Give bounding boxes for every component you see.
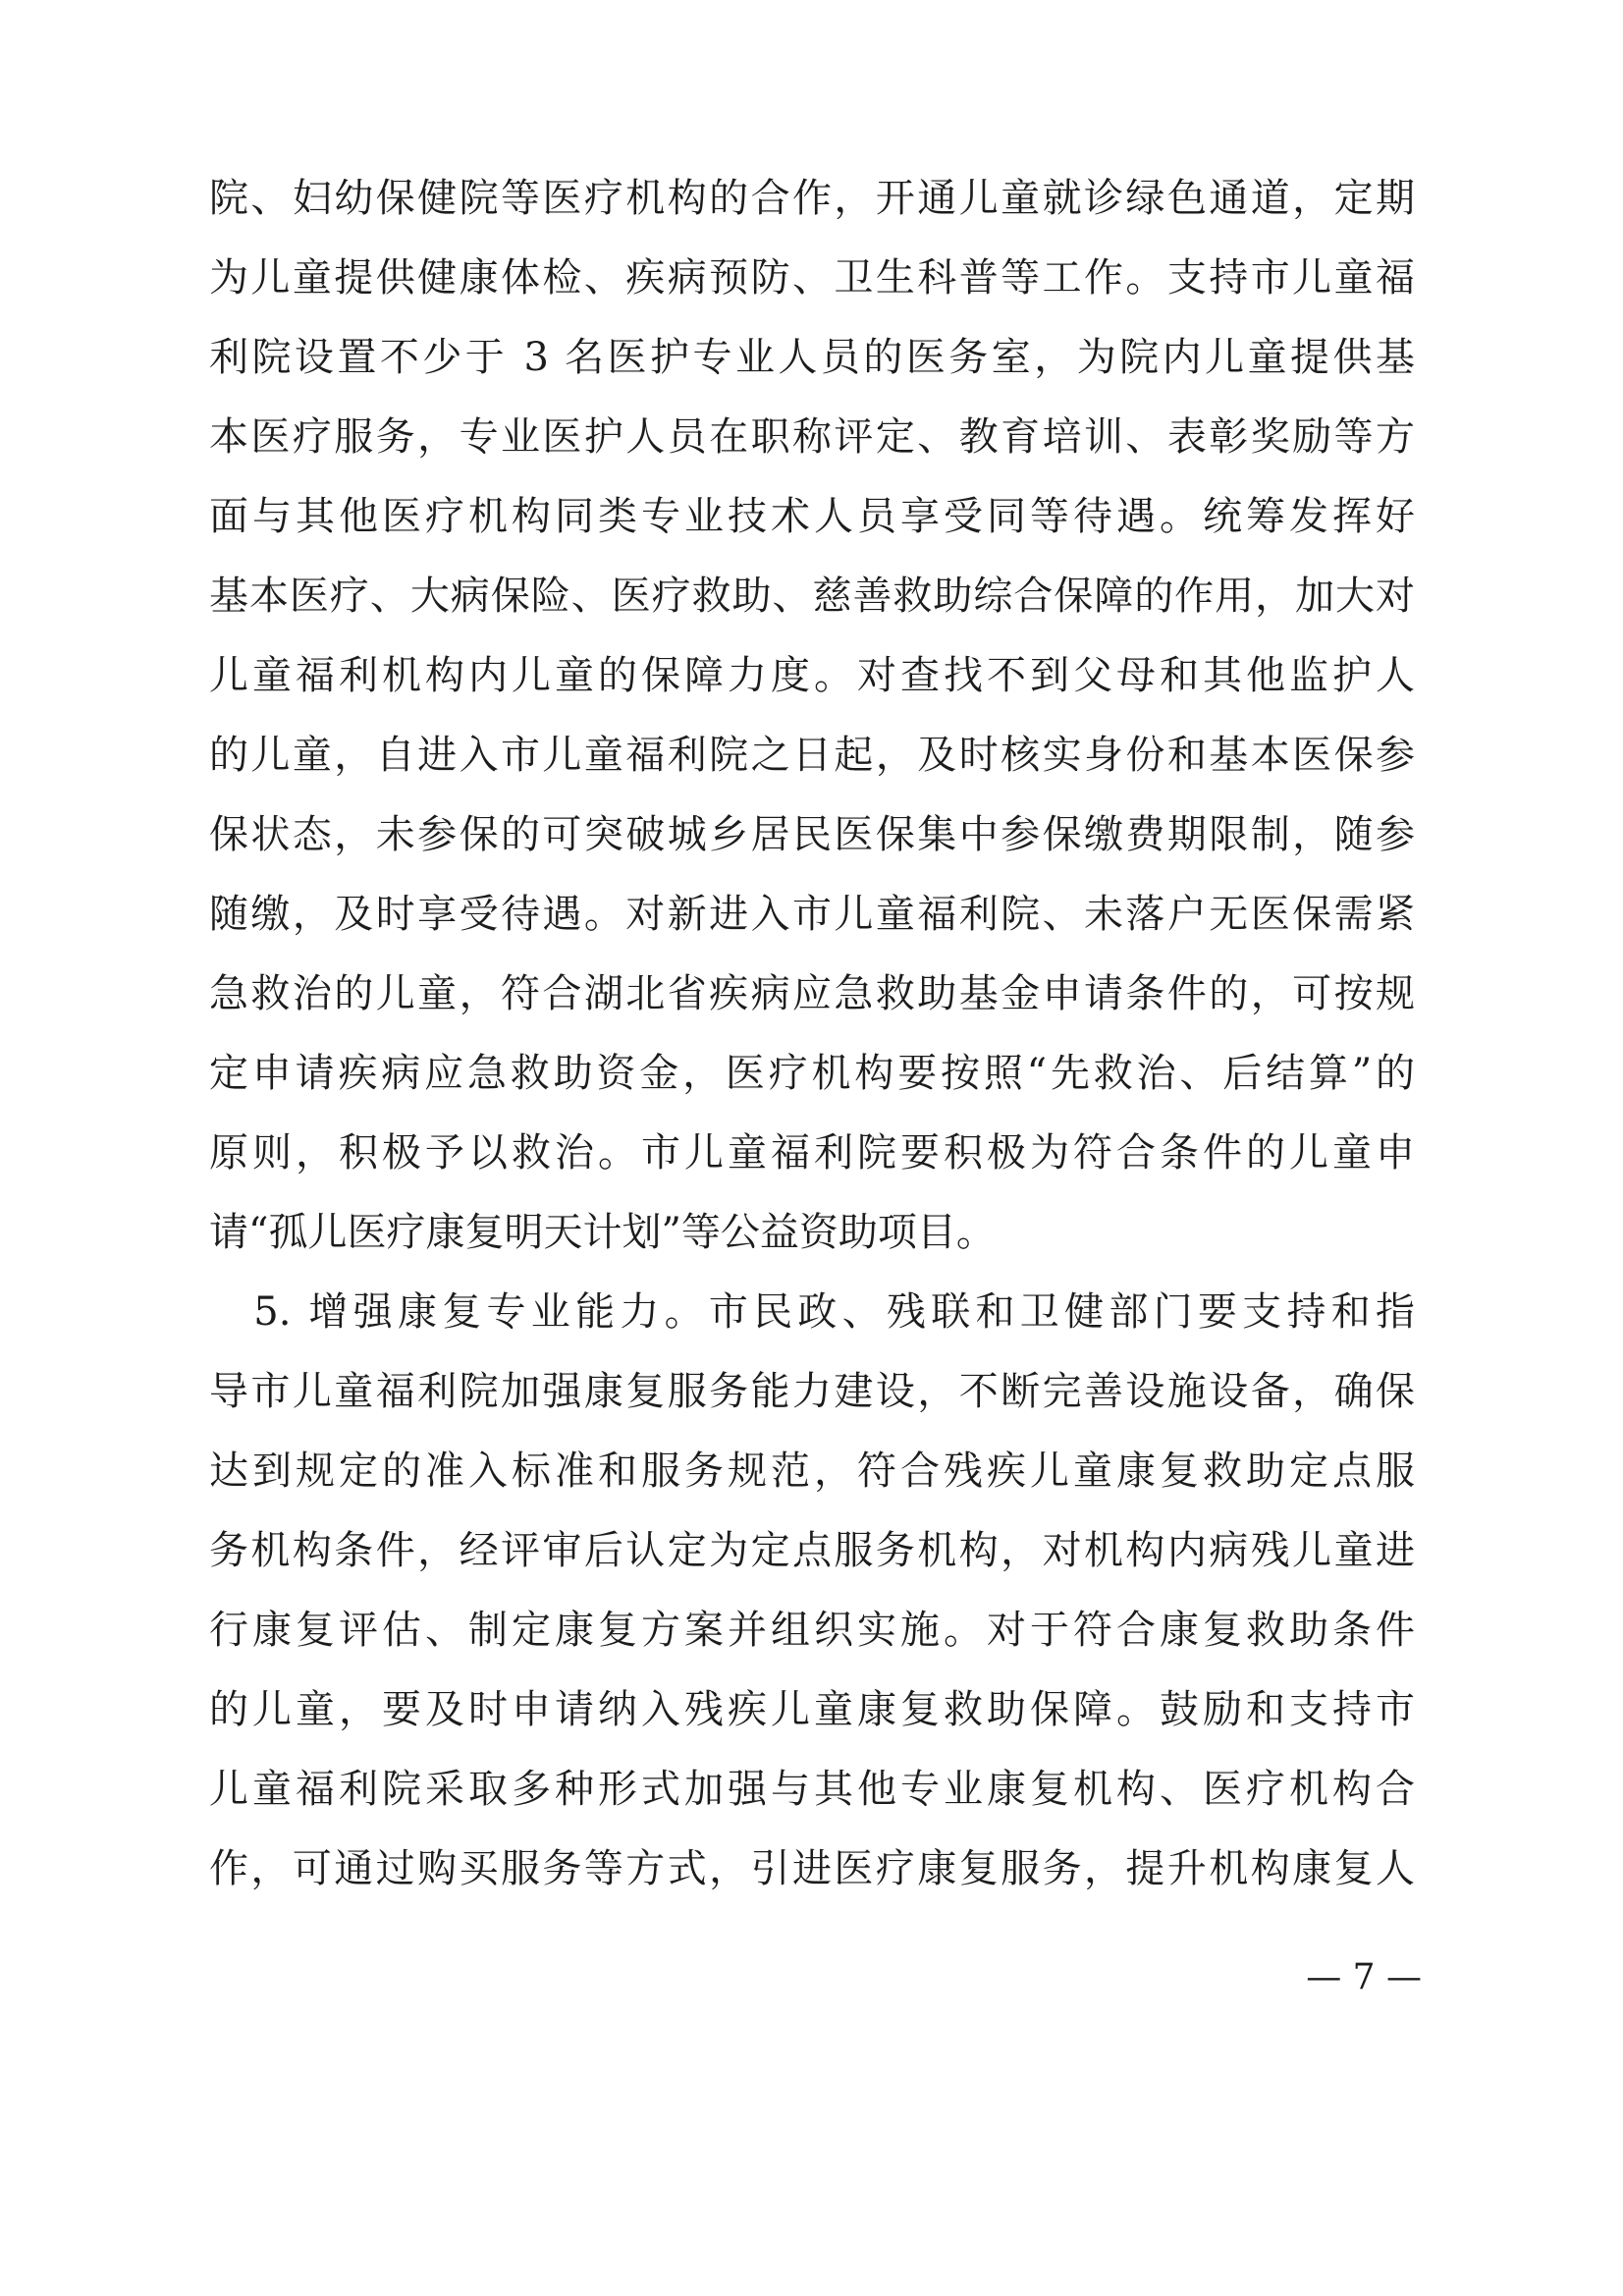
text-line: 务机构条件，经评审后认定为定点服务机构，对机构内病残儿童进 bbox=[209, 1528, 1415, 1573]
text-line: 本医疗服务，专业医护人员在职称评定、教育培训、表彰奖励等方 bbox=[209, 414, 1415, 460]
text-line: 面与其他医疗机构同类专业技术人员享受同等待遇。统筹发挥好 bbox=[209, 494, 1415, 539]
text-line: 保状态，未参保的可突破城乡居民医保集中参保缴费期限制，随参 bbox=[209, 812, 1415, 857]
text-line: 为儿童提供健康体检、疾病预防、卫生科普等工作。支持市儿童福 bbox=[209, 255, 1415, 301]
text-line: 儿童福利院采取多种形式加强与其他专业康复机构、医疗机构合 bbox=[209, 1767, 1415, 1812]
text-line: 急救治的儿童，符合湖北省疾病应急救助基金申请条件的，可按规 bbox=[209, 971, 1415, 1016]
text-line: 院、妇幼保健院等医疗机构的合作，开通儿童就诊绿色通道，定期 bbox=[209, 176, 1415, 221]
text-line: 请“孤儿医疗康复明天计划”等公益资助项目。 bbox=[209, 1210, 996, 1255]
page-number: — 7 — bbox=[1306, 1957, 1422, 1997]
text-line: 原则，积极予以救治。市儿童福利院要积极为符合条件的儿童申 bbox=[209, 1130, 1415, 1175]
text-line: 基本医疗、大病保险、医疗救助、慈善救助综合保障的作用，加大对 bbox=[209, 574, 1415, 619]
text-line: 行康复评估、制定康复方案并组织实施。对于符合康复救助条件 bbox=[209, 1608, 1415, 1653]
text-line: 达到规定的准入标准和服务规范，符合残疾儿童康复救助定点服 bbox=[209, 1449, 1415, 1494]
text-line: 随缴，及时享受待遇。对新进入市儿童福利院、未落户无医保需紧 bbox=[209, 892, 1415, 937]
text-line: 作，可通过购买服务等方式，引进医疗康复服务，提升机构康复人 bbox=[209, 1846, 1415, 1891]
text-line: 的儿童，自进入市儿童福利院之日起，及时核实身份和基本医保参 bbox=[209, 733, 1415, 778]
paragraph-heading-line: 5. 增强康复专业能力。市民政、残联和卫健部门要支持和指 bbox=[209, 1289, 1415, 1335]
text-line: 利院设置不少于 3 名医护专业人员的医务室，为院内儿童提供基 bbox=[209, 335, 1415, 380]
text-line: 定申请疾病应急救助资金，医疗机构要按照“先救治、后结算”的 bbox=[209, 1051, 1415, 1096]
text-line: 的儿童，要及时申请纳入残疾儿童康复救助保障。鼓励和支持市 bbox=[209, 1687, 1415, 1732]
text-line: 儿童福利机构内儿童的保障力度。对查找不到父母和其他监护人 bbox=[209, 653, 1415, 698]
text-line: 导市儿童福利院加强康复服务能力建设，不断完善设施设备，确保 bbox=[209, 1369, 1415, 1414]
